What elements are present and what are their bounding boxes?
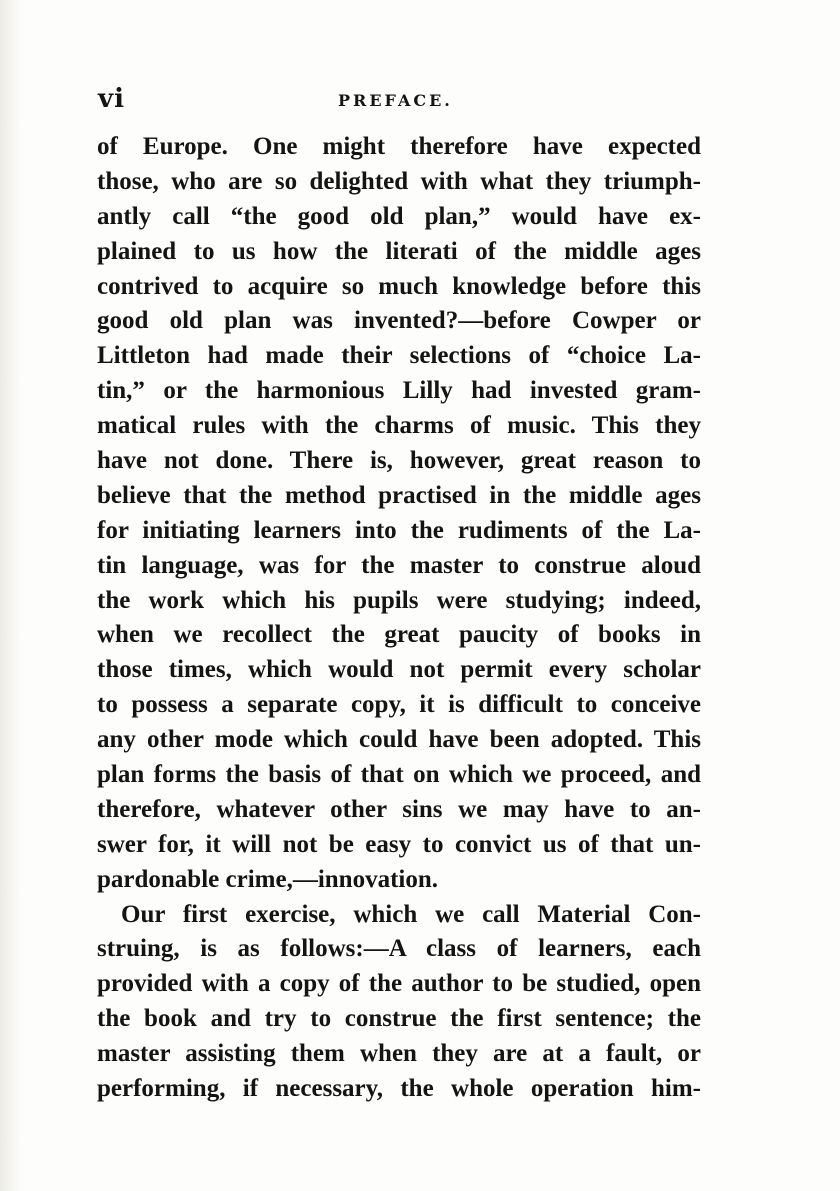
text-line: believe that the method practised in the middle ages xyxy=(97,481,701,509)
text-line: tin,” or the harmonious Lilly had invested gram- xyxy=(97,377,701,405)
text-line: plan forms the basis of that on which we proceed, and xyxy=(97,761,701,789)
running-title: PREFACE. xyxy=(338,91,453,110)
text-line: any other mode which could have been adopted. This xyxy=(97,726,701,754)
text-line: therefore, whatever other sins we may have to an- xyxy=(97,795,701,823)
text-line: of Europe. One might therefore have expected xyxy=(97,133,701,160)
text-line: contrived to acquire so much knowledge before this xyxy=(97,272,701,300)
text-line: for initiating learners into the rudiments of the La- xyxy=(97,516,701,544)
text-line: have not done. There is, however, great reason to xyxy=(97,447,701,475)
text-line: good old plan was invented?—before Cowper or xyxy=(97,307,701,335)
text-line: plained to us how the literati of the middle ages xyxy=(97,237,701,265)
text-line: performing, if necessary, the whole operation him- xyxy=(97,1075,701,1103)
text-line: antly call “the good old plan,” would have ex- xyxy=(97,202,701,230)
text-line: struing, is as follows:—A class of learners, each xyxy=(97,935,701,963)
text-line: matical rules with the charms of music. This they xyxy=(97,412,701,440)
text-line: when we recollect the great paucity of books in xyxy=(97,621,701,649)
paragraph-end-line: pardonable crime,—innovation. xyxy=(97,865,438,893)
running-head xyxy=(98,84,698,118)
text-line: Littleton had made their selections of “choice La- xyxy=(97,342,701,370)
text-line: the book and try to construe the first sentence; the xyxy=(97,1005,701,1033)
text-line: those times, which would not permit every scholar xyxy=(97,656,701,684)
text-line: provided with a copy of the author to be studied, open xyxy=(97,970,701,998)
text-line: the work which his pupils were studying; indeed, xyxy=(97,586,701,614)
text-line: master assisting them when they are at a fault, or xyxy=(97,1040,701,1068)
paragraph-start-line: Our first exercise, which we call Material Con- xyxy=(121,900,701,928)
text-line: swer for, it will not be easy to convict us of that un- xyxy=(97,830,701,858)
text-line: to possess a separate copy, it is difficult to conceive xyxy=(97,691,701,719)
page-number: vi xyxy=(98,84,125,114)
body-text xyxy=(97,130,701,1107)
text-line: those, who are so delighted with what they triumph- xyxy=(97,167,701,195)
text-line: tin language, was for the master to construe aloud xyxy=(97,551,701,579)
scan-shadow xyxy=(0,0,22,1191)
